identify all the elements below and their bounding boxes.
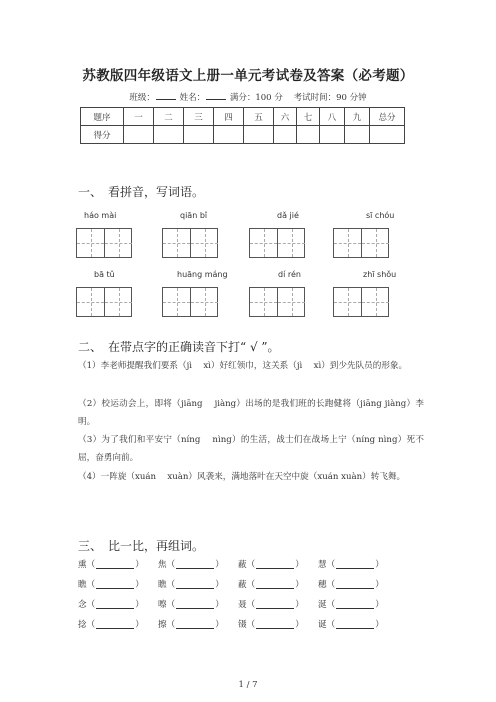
word-pair: 蔽（ ） — [238, 580, 304, 590]
word-pair: 瞧（ ） — [78, 580, 144, 590]
answer-blank[interactable] — [256, 621, 294, 629]
answer-blank[interactable] — [176, 581, 214, 589]
score-row-label: 得分 — [81, 126, 124, 144]
word-row — [78, 598, 398, 610]
writing-grid[interactable] — [76, 287, 132, 317]
writing-grid[interactable] — [333, 287, 389, 317]
word-row — [78, 558, 398, 570]
word-pair: 慧（ ） — [318, 560, 384, 570]
score-header-cell: 总分 — [370, 108, 405, 126]
answer-blank[interactable] — [96, 581, 134, 589]
word-pair: 蔽（ ） — [238, 560, 304, 570]
answer-blank[interactable] — [256, 561, 294, 569]
word-row — [78, 578, 398, 590]
exam-info — [0, 91, 496, 103]
score-header-cell: 一 — [124, 108, 154, 126]
score-header-cell: 四 — [214, 108, 244, 126]
word-char: 捻 — [78, 620, 87, 630]
word-pair: 嚓（ ） — [158, 600, 224, 610]
name-label: 姓名： — [179, 93, 206, 103]
writing-grid[interactable] — [249, 228, 305, 258]
word-char: 聂 — [238, 600, 247, 610]
document-title: 苏教版四年级语文上册一单元考试卷及答案（必考题） — [82, 68, 414, 84]
word-pair: 擦（ ） — [158, 620, 224, 630]
answer-blank[interactable] — [256, 581, 294, 589]
pinyin-label: dí rén — [278, 270, 301, 279]
word-pair: 涎（ ） — [318, 600, 384, 610]
answer-blank[interactable] — [336, 621, 374, 629]
answer-blank[interactable] — [176, 561, 214, 569]
answer-blank[interactable] — [96, 561, 134, 569]
word-char: 涎 — [318, 600, 327, 610]
score-header-cell: 五 — [244, 108, 274, 126]
answer-blank[interactable] — [96, 601, 134, 609]
answer-blank[interactable] — [176, 601, 214, 609]
answer-blank[interactable] — [256, 601, 294, 609]
score-cell[interactable] — [154, 126, 184, 144]
word-char: 熏 — [78, 560, 87, 570]
answer-blank[interactable] — [176, 621, 214, 629]
word-char: 慧 — [318, 560, 327, 570]
writing-grid[interactable] — [162, 287, 218, 317]
pinyin-label: dǎ jié — [277, 211, 299, 220]
answer-blank[interactable] — [336, 561, 374, 569]
word-char: 穗 — [318, 580, 327, 590]
pinyin-label: qiān bǐ — [180, 211, 208, 220]
full-score-label: 满分：100 分 — [229, 93, 283, 103]
writing-grid[interactable] — [333, 228, 389, 258]
score-cell[interactable] — [214, 126, 244, 144]
score-table — [80, 107, 405, 144]
writing-grid[interactable] — [76, 228, 132, 258]
word-char: 蔽 — [238, 560, 247, 570]
score-cell[interactable] — [124, 126, 154, 144]
score-cell[interactable] — [320, 126, 345, 144]
section2-title: 二、 在带点字的正确读音下打“ √ ”。 — [78, 340, 280, 354]
pinyin-label: zhī shǒu — [363, 270, 397, 279]
word-char: 擦 — [158, 620, 167, 630]
word-pair: 焦（ ） — [158, 560, 224, 570]
pinyin-label: bā tǔ — [94, 270, 115, 279]
score-cell[interactable] — [370, 126, 405, 144]
question-item: （4）一阵旋（xuán xuàn）风袭来，满地落叶在天空中旋（xuán xuàn）转飞舞。 — [78, 472, 406, 482]
word-pair: 捻（ ） — [78, 620, 144, 630]
word-pair: 诞（ ） — [318, 620, 384, 630]
question-item: （2）校运动会上，即将（jiāng jiàng）出场的是我们班的长跑健将（jiāng jiàng）李明。 — [78, 399, 424, 427]
section1-title: 一、 看拼音，写词语。 — [78, 185, 205, 199]
score-cell[interactable] — [184, 126, 214, 144]
answer-blank[interactable] — [336, 601, 374, 609]
pinyin-label: háo mài — [84, 211, 117, 220]
answer-blank[interactable] — [336, 581, 374, 589]
score-header-cell: 三 — [184, 108, 214, 126]
question-item: （1）李老师提醒我们要系（jì xì）好红领巾，这关系（jì xì）到少先队员的形象。 — [78, 361, 408, 371]
time-label: 考试时间：90 分钟 — [293, 93, 367, 103]
word-char: 瞧 — [158, 580, 167, 590]
class-label: 班级： — [129, 93, 155, 103]
score-cell[interactable] — [244, 126, 274, 144]
answer-blank[interactable] — [96, 621, 134, 629]
score-header-cell: 七 — [297, 108, 320, 126]
pinyin-label: sī chóu — [366, 211, 395, 220]
word-pair: 念（ ） — [78, 600, 144, 610]
word-pair: 熏（ ） — [78, 560, 144, 570]
word-row — [78, 618, 398, 630]
word-char: 镊 — [238, 620, 247, 630]
page-number: 1 / 7 — [238, 680, 258, 690]
word-pair: 聂（ ） — [238, 600, 304, 610]
score-table-header-row — [81, 108, 405, 126]
word-char: 瞧 — [78, 580, 87, 590]
word-char: 诞 — [318, 620, 327, 630]
word-char: 焦 — [158, 560, 167, 570]
score-cell[interactable] — [297, 126, 320, 144]
score-header-cell: 八 — [320, 108, 345, 126]
word-pair: 穗（ ） — [318, 580, 384, 590]
score-cell[interactable] — [274, 126, 297, 144]
score-header-cell: 二 — [154, 108, 184, 126]
question-item: （3）为了我们和平安宁（níng nìng）的生活，战士们在战场上宁（níng nìng）死不屈，奋勇向前。 — [78, 435, 424, 463]
word-pair: 镊（ ） — [238, 620, 304, 630]
writing-grid[interactable] — [249, 287, 305, 317]
score-cell[interactable] — [345, 126, 370, 144]
score-table-score-row — [81, 126, 405, 144]
name-blank — [206, 91, 226, 100]
word-char: 念 — [78, 600, 87, 610]
word-char: 蔽 — [238, 580, 247, 590]
section3-title: 三、 比一比，再组词。 — [78, 539, 205, 553]
word-pair: 瞧（ ） — [158, 580, 224, 590]
score-header-cell: 六 — [274, 108, 297, 126]
word-char: 嚓 — [158, 600, 167, 610]
score-header-cell: 九 — [345, 108, 370, 126]
score-header-cell: 题序 — [81, 108, 124, 126]
class-blank — [156, 91, 176, 100]
pinyin-label: huāng máng — [177, 270, 228, 279]
writing-grid[interactable] — [162, 228, 218, 258]
